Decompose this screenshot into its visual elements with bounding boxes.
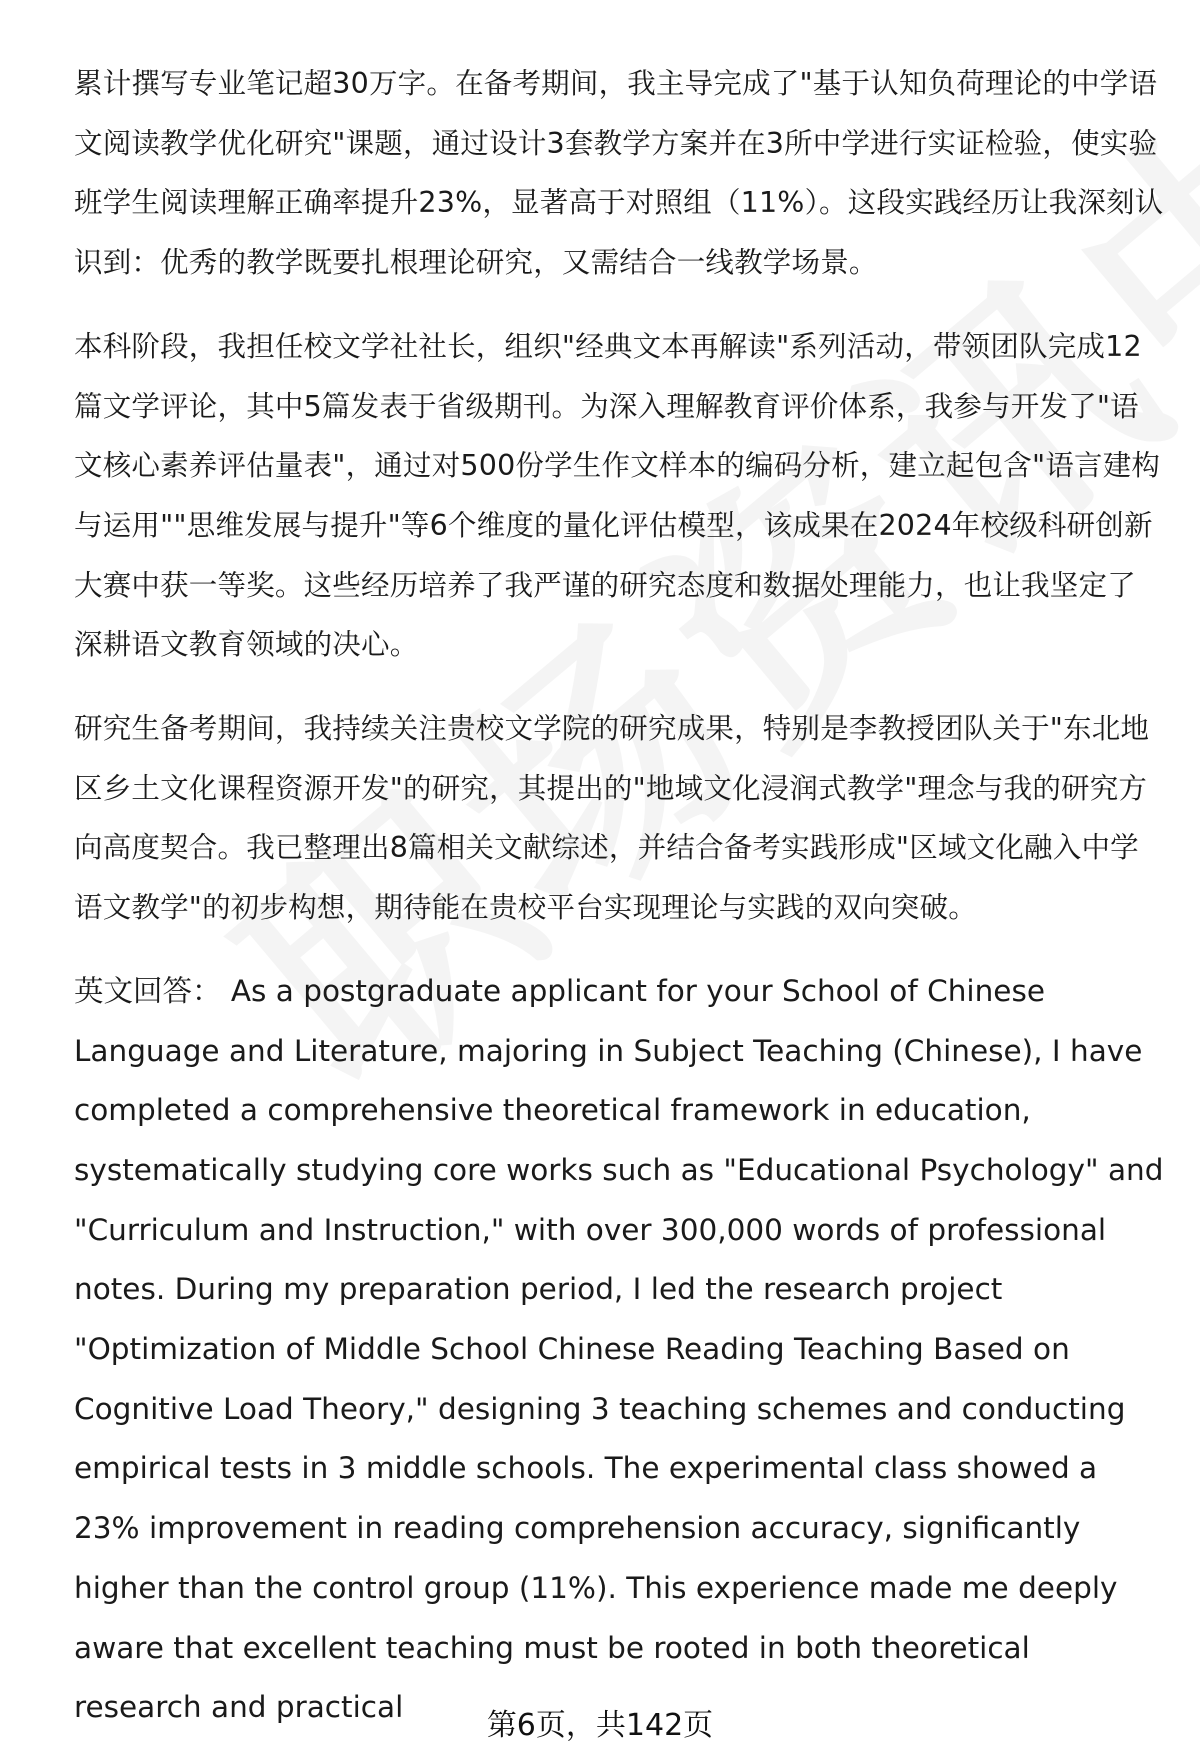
paragraph-postgraduate-prep: 研究生备考期间，我持续关注贵校文学院的研究成果，特别是李教授团队关于"东北地区乡土文化课程资源开发"的研究，其提出的"地域文化浸润式教学"理念与我的研究方向高度契合。我已整理出8篇相关文献综述，并结合备考实践形成"区域文化融入中学语文教学"的初步构想，期待能在贵校平台实现理论与实践的双向突破。: [74, 712, 1150, 925]
paragraph-research-experience: 累计撰写专业笔记超30万字。在备考期间，我主导完成了"基于认知负荷理论的中学语文阅读教学优化研究"课题，通过设计3套教学方案并在3所中学进行实证检验，使实验班学生阅读理解正确率提升23%，显著高于对照组（11%）。这段实践经历让我深刻认识到：优秀的教学既要扎根理论研究，又需结合一线教学场景。: [74, 67, 1164, 280]
page-number: 第6页，共142页: [486, 1708, 714, 1743]
paragraph-english-answer: 英文回答： As a postgraduate applicant for your School of Chinese Language and Literature, majoring in Subject Teaching (Chinese), I have completed a comprehensive theoretical framework in education, systematically studying core works such as "Educational Psychology" and "Curriculum and Instruction," with over 300,000 words of professional notes. During my preparation period, I led the research project "Optimization of Middle School Chinese Reading Teaching Based on Cognitive Load Theory," designing 3 teaching schemes and conducting empirical tests in 3 middle schools. The experimental class showed a 23% improvement in reading comprehension accuracy, significantly higher than the control group (11%). This experience made me deeply aware that excellent teaching must be rooted in both theoretical research and practical: [74, 973, 1164, 1725]
paragraph-undergraduate: 本科阶段，我担任校文学社社长，组织"经典文本再解读"系列活动，带领团队完成12篇文学评论，其中5篇发表于省级期刊。为深入理解教育评价体系，我参与开发了"语文核心素养评估量表"，通过对500份学生作文样本的编码分析，建立起包含"语言建构与运用""思维发展与提升"等6个维度的量化评估模型，该成果在2024年校级科研创新大赛中获一等奖。这些经历培养了我严谨的研究态度和数据处理能力，也让我坚定了深耕语文教育领域的决心。: [74, 329, 1161, 662]
document-body: [74, 54, 1164, 1762]
